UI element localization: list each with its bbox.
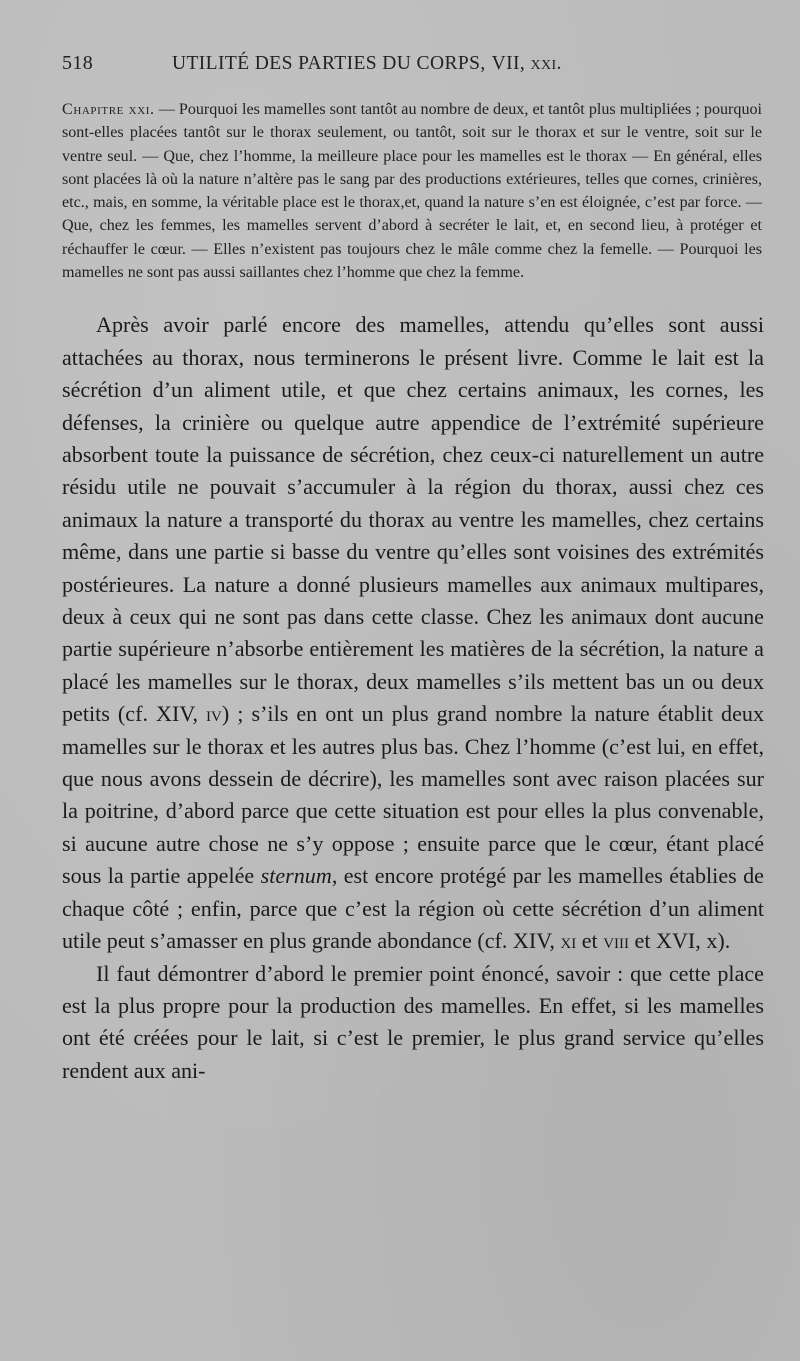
reference-numeral: iv: [206, 701, 222, 727]
body-text: [62, 309, 764, 1087]
paragraph-1-part-1: Après avoir parlé encore des mamelles, attendu qu’elles sont aussi attachées au thorax, nous terminerons le présent livre. Comme le lait est la sécrétion d’un aliment utile, et que chez certains animaux, les cornes, les défenses, la crinière ou quelque autre appendice de l’extrémité supérieure absorbent toute la puissance de sécrétion, chez ceux-ci naturellement un autre résidu utile ne pouvait s’accumuler à la région du thorax, aussi chez ces animaux la nature a transporté du thorax au ventre les mamelles, chez certains même, dans une partie si basse du ventre qu’elles sont voisines des extrémités postérieures. La nature a donné plusieurs mamelles aux animaux multipares, deux à ceux qui ne sont pas dans cette classe. Chez les animaux dont aucune partie supérieure n’absorbe entièrement les matières de la sécrétion, la nature a placé les mamelles sur le thorax, deux mamelles s’ils mettent bas un ou deux petits (cf. XIV,: [62, 312, 764, 727]
paragraph-1-part-5: et XVI, x).: [629, 928, 731, 954]
summary-text: — Pourquoi les mamelles sont tantôt au nombre de deux, et tantôt plus multipliées ; pourquoi sont-elles placées tantôt sur le thorax seulement, ou tantôt, soit sur le thorax et sur le ventre, soit sur le ventre seul. — Que, chez l’homme, la meilleure place pour les mamelles est le thorax — En général, elles sont placées là où la nature n’altère pas le sang par des productions extérieures, telles que cornes, crinières, etc., mais, en somme, la véritable place est le thorax,et, quand la nature s’en est éloignée, c’est par force. — Que, chez les femmes, les mamelles servent d’abord à secréter le lait, et, en second lieu, à protéger et réchauffer le cœur. — Elles n’existent pas toujours chez le mâle comme chez la femelle. — Pourquoi les mamelles ne sont pas aussi saillantes chez l’homme que chez la femme.: [62, 101, 763, 282]
page-number: 518: [62, 52, 94, 74]
paragraph-2: Il faut démontrer d’abord le premier point énoncé, savoir : que cette place est la plus propre pour la production des mamelles. En effet, si les mamelles ont été créées pour le lait, si c’est le premier, le plus grand service qu’elles rendent aux ani-: [62, 960, 764, 1083]
running-head: [62, 52, 764, 92]
running-chapter-reference: VII, xxi.: [491, 53, 562, 74]
paragraph-1-part-3: , est encore protégé par les mamelles établies de chaque côté ; enfin, parce que c’est la région où cette sécrétion d’un aliment utile peut s’amasser en plus grande abondance (cf. XIV,: [62, 863, 764, 954]
running-title: UTILITÉ DES PARTIES DU CORPS,: [172, 53, 486, 74]
chapter-summary: [62, 98, 764, 284]
reference-numeral: viii: [603, 928, 630, 954]
chapter-label: Chapitre xxi.: [62, 101, 155, 118]
reference-numeral: xi: [560, 928, 577, 954]
paragraph-1: [62, 309, 764, 957]
paragraph-1-part-2: ) ; s’ils en ont un plus grand nombre la nature établit deux mamelles sur le thorax et les autres plus bas. Chez l’homme (c’est lui, en effet, que nous avons dessein de décrire), les mamelles sont avec raison placées sur la poitrine, d’abord parce que cette situation est pour elles la plus convenable, si aucune autre chose ne s’y oppose ; ensuite parce que le cœur, étant placé sous la partie appelée: [62, 701, 764, 889]
paragraph-1-part-4: et: [576, 928, 604, 954]
italic-term: sternum: [260, 863, 332, 889]
